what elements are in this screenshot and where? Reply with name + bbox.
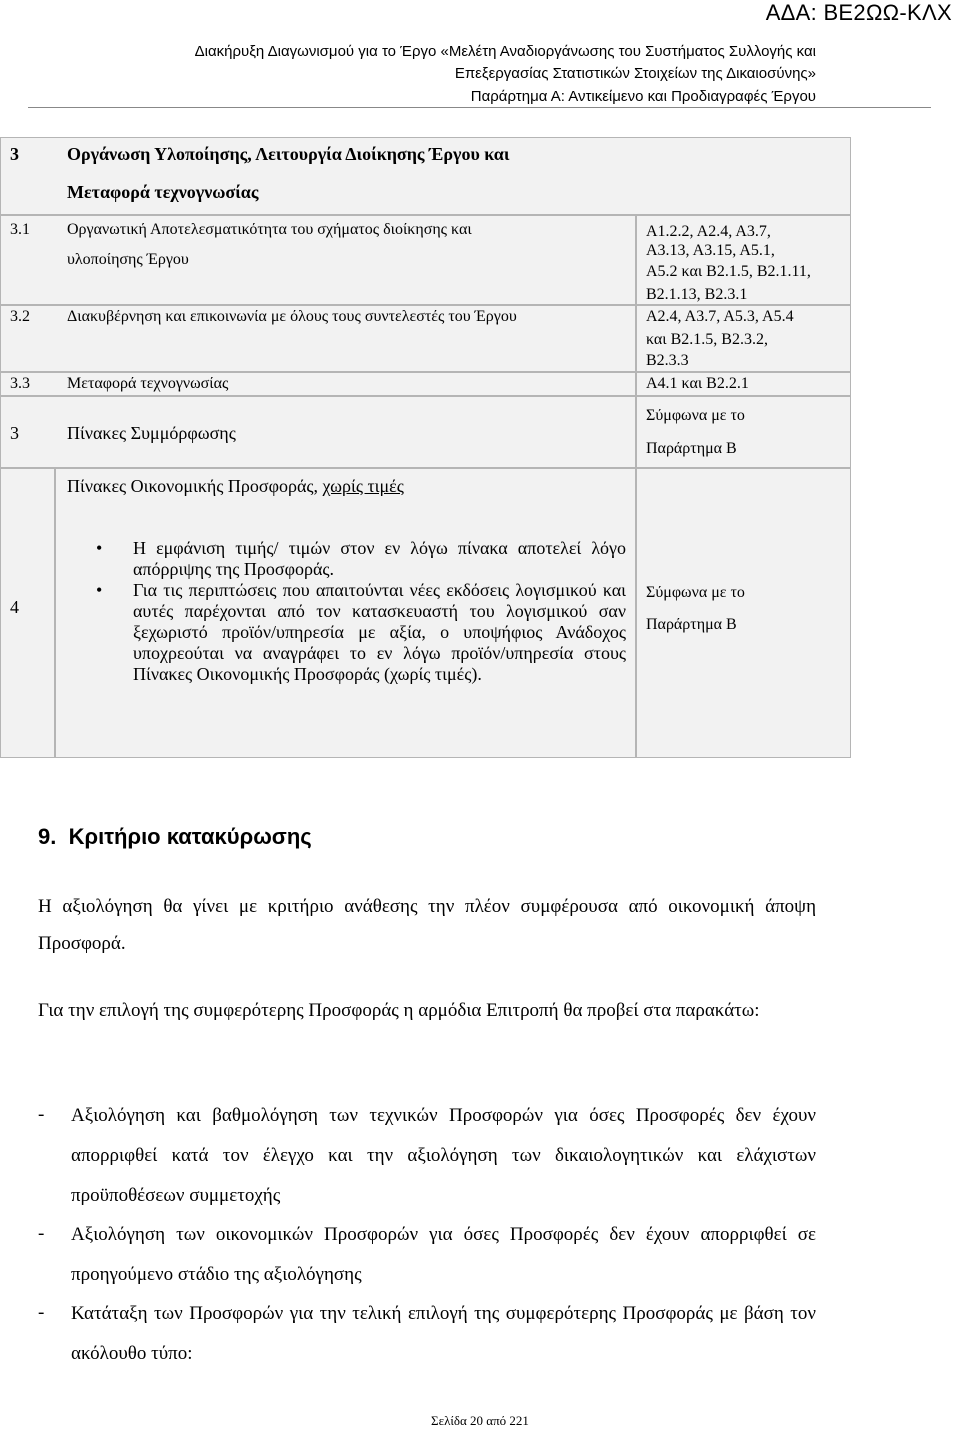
section-heading xyxy=(38,823,312,851)
reference-line: Παράρτημα Β xyxy=(646,440,737,457)
page-number: Σελίδα 20 από 221 xyxy=(431,1413,529,1428)
criterion-text: Διακυβέρνηση και επικοινωνία με όλους τους συντελεστές του Έργου xyxy=(67,308,517,325)
list-item: Κατάταξη των Προσφορών για την τελική επιλογή της συμφερότερης Προσφοράς με βάση τον ακόλουθο τύπο: xyxy=(71,1303,816,1364)
reference-line: Β2.3.3 xyxy=(646,352,689,369)
paragraph-2: Για την επιλογή της συμφερότερης Προσφοράς η αρμόδια Επιτροπή θα προβεί στα παρακάτω: xyxy=(38,1000,760,1021)
header-line-1: Διακήρυξη Διαγωνισμού για το Έργο «Μελέτη Αναδιοργάνωσης του Συστήματος Συλλογής και xyxy=(194,43,816,60)
dash-marker: - xyxy=(38,1302,45,1323)
header-rule xyxy=(28,107,931,108)
row-number: 3 xyxy=(10,423,19,443)
header-line-2: Επεξεργασίας Στατιστικών Στοιχείων της Δικαιοσύνης» xyxy=(454,65,816,82)
reference-line: Α3.13, Α3.15, Α5.1, xyxy=(646,242,775,259)
section-title-line-1: Οργάνωση Υλοποίησης, Λειτουργία Διοίκησης Έργου και xyxy=(67,144,510,164)
title-underlined-part: χωρίς τιμές xyxy=(322,476,404,496)
reference-line: Σύμφωνα με το xyxy=(646,584,745,601)
criterion-text-line-1: Οργανωτική Αποτελεσματικότητα του σχήματος διοίκησης και xyxy=(67,221,472,238)
section-number: 9. xyxy=(38,824,57,849)
row-number: 3 xyxy=(10,144,19,164)
title-plain-part: Πίνακες Οικονομικής Προσφοράς, xyxy=(67,476,323,496)
list-item: Αξιολόγηση και βαθμολόγηση των τεχνικών Προσφορών για όσες Προσφορές δεν έχουν απορριφθεί κατά τον έλεγχο και την αξιολόγηση των δικαιολογητικών και ελάχιστων προϋποθέσεων συμμετοχής xyxy=(71,1105,816,1206)
reference-line: Παράρτημα Β xyxy=(646,616,737,633)
header-line-3: Παράρτημα Α: Αντικείμενο και Προδιαγραφές Έργου xyxy=(470,88,816,105)
dash-marker: - xyxy=(38,1104,45,1125)
criterion-text-line-2: υλοποίησης Έργου xyxy=(67,251,189,268)
list-item: Αξιολόγηση των οικονομικών Προσφορών για όσες Προσφορές δεν έχουν απορριφθεί σε προηγούμενο στάδιο της αξιολόγησης xyxy=(71,1224,816,1285)
row-number: 3.1 xyxy=(10,221,30,238)
evaluation-table xyxy=(0,137,851,758)
ada-code: ΑΔΑ: ΒΕ2ΩΩ-ΚΛΧ xyxy=(765,0,952,25)
compliance-title: Πίνακες Συμμόρφωσης xyxy=(67,423,236,443)
reference-line: Β2.1.13, Β2.3.1 xyxy=(646,286,748,303)
ref-cell-row-4 xyxy=(636,468,851,758)
financial-tables-bullets xyxy=(96,538,626,685)
row-4-number-cell xyxy=(0,468,55,758)
reference-line: Α2.4, Α3.7, Α5.3, Α5.4 xyxy=(646,308,794,325)
list-item: • Η εμφάνιση τιμής/ τιμών στον εν λόγω πίνακα αποτελεί λόγο απόρριψης της Προσφοράς. xyxy=(96,538,626,580)
reference-line: Α4.1 και Β2.2.1 xyxy=(646,375,749,392)
reference-line: Α1.2.2, Α2.4, Α3.7, xyxy=(646,223,771,240)
list-item: • Για τις περιπτώσεις που απαιτούνται νέες εκδόσεις λογισμικού και αυτές παρέχονται από τον κατασκευαστή του λογισμικού σαν ξεχωριστό προϊόν/υπηρεσία με αξία, ο υποψήφιος Ανάδοχος υποχρεούται να αναγράφει το εν λόγω προϊόν/υπηρεσία στους Πίνακες Οικονομικής Προσφοράς (χωρίς τιμές). xyxy=(96,580,626,685)
row-number: 3.3 xyxy=(10,375,30,392)
row-number: 3.2 xyxy=(10,308,30,325)
section-title-line-2: Μεταφορά τεχνογνωσίας xyxy=(67,182,259,202)
financial-tables-title xyxy=(67,475,404,497)
row-number: 4 xyxy=(10,597,19,617)
paragraph-1: Η αξιολόγηση θα γίνει με κριτήριο ανάθεσης την πλέον συμφέρουσα από οικονομική άποψη Προσφορά. xyxy=(38,896,816,954)
reference-line: Α5.2 και Β2.1.5, Β2.1.11, xyxy=(646,263,811,280)
section-title: Κριτήριο κατακύρωσης xyxy=(68,824,312,849)
criterion-text: Μεταφορά τεχνογνωσίας xyxy=(67,375,229,392)
reference-line: Σύμφωνα με το xyxy=(646,407,745,424)
dash-marker: - xyxy=(38,1223,45,1244)
reference-line: και Β2.1.5, Β2.3.2, xyxy=(646,331,768,348)
